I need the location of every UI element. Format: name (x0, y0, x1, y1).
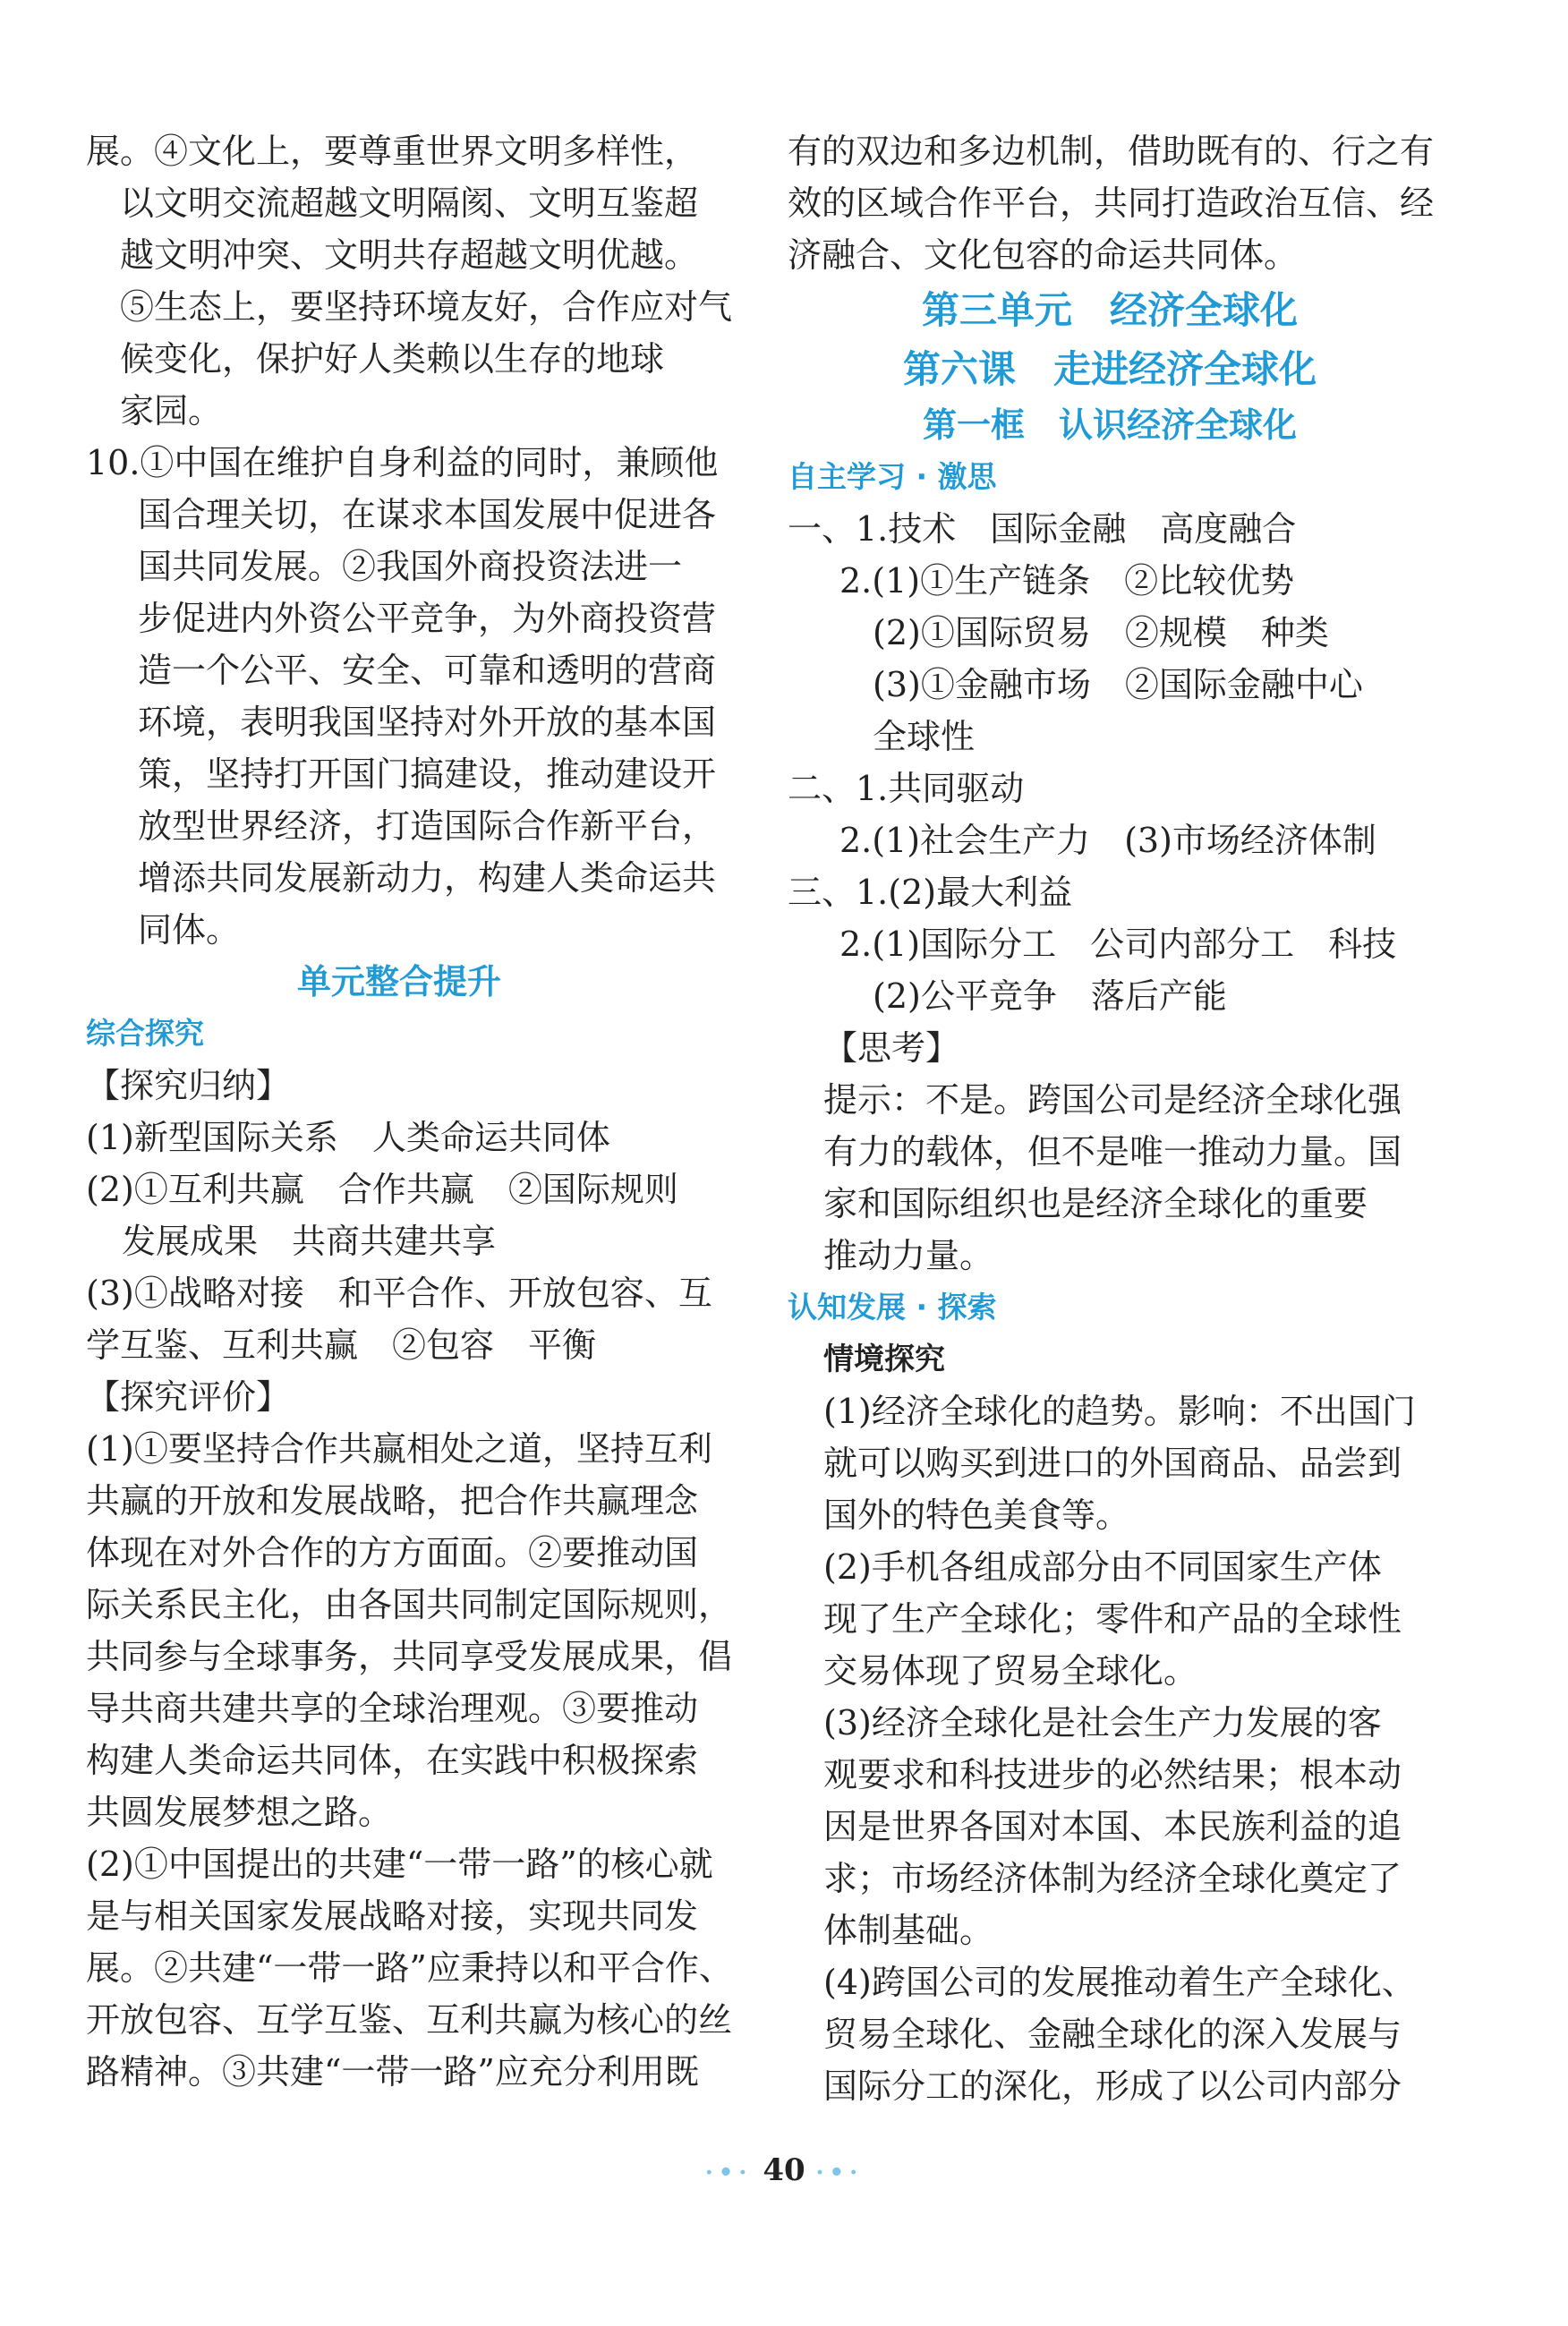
text-line: 导共商共建共享的全球治理观。③要推动 (86, 1689, 699, 1728)
answer-line: 2.(1)社会生产力 (3)市场经济体制 (839, 821, 1376, 860)
text-line: 造一个公平、安全、可靠和透明的营商 (138, 651, 717, 690)
text-line: 路精神。③共建“一带一路”应充分利用既 (86, 2052, 699, 2092)
text-line: 就可以购买到进口的外国商品、品尝到 (823, 1444, 1402, 1483)
answer-line: (3)①金融市场 ②国际金融中心 (873, 665, 1363, 704)
text-line: 贸易全球化、金融全球化的深入发展与 (823, 2015, 1402, 2054)
answer-line: 二、1.共同驱动 (788, 769, 1025, 808)
text-line: 国外的特色美食等。 (823, 1495, 1130, 1535)
answer-line: (2)①国际贸易 ②规模 种类 (873, 613, 1329, 652)
text-line: (3)①战略对接 和平合作、开放包容、互 (86, 1274, 712, 1313)
answer-line: 2.(1)国际分工 公司内部分工 科技 (839, 924, 1397, 964)
tag-think: 【思考】 (823, 1028, 960, 1068)
text-line: 同体。 (138, 910, 241, 950)
tag-inquiry-evaluation: 【探究评价】 (86, 1377, 291, 1417)
tag-inquiry-summary: 【探究归纳】 (86, 1066, 291, 1105)
text-line: 家和国际组织也是经济全球化的重要 (823, 1184, 1368, 1223)
text-line: 提示：不是。跨国公司是经济全球化强 (823, 1080, 1402, 1120)
text-line: 体现在对外合作的方方面面。②要推动国 (86, 1533, 699, 1572)
unit-review-title: 单元整合提升 (296, 962, 501, 1001)
left-column (86, 125, 733, 2098)
page-footer (0, 2152, 1568, 2188)
section-title-self-study: 自主学习 · 激思 (788, 459, 997, 494)
text-line: 发展成果 共商共建共享 (122, 1222, 497, 1261)
right-column (788, 125, 1435, 2112)
text-line: (1)经济全球化的趋势。影响：不出国门 (823, 1392, 1416, 1431)
text-line: 效的区域合作平台，共同打造政治互信、经 (788, 183, 1435, 223)
text-line: (2)手机各组成部分由不同国家生产体 (823, 1547, 1382, 1587)
answer-line: 全球性 (873, 717, 976, 756)
text-line: (4)跨国公司的发展推动着生产全球化、 (823, 1963, 1416, 2002)
text-line: 有的双边和多边机制，借助既有的、行之有 (788, 132, 1435, 171)
frame-title: 第一框 认识经济全球化 (922, 405, 1297, 445)
text-line: 国合理关切，在谋求本国发展中促进各 (138, 495, 717, 534)
text-line: 体制基础。 (823, 1911, 994, 1950)
text-line: 放型世界经济，打造国际合作新平台， (138, 806, 717, 846)
text-line: 以文明交流超越文明隔阂、文明互鉴超 (120, 183, 699, 223)
text-line: 济融合、文化包容的命运共同体。 (788, 235, 1299, 275)
text-line: 候变化，保护好人类赖以生存的地球 (120, 339, 665, 379)
decorative-dots-right: ·•· (815, 2160, 864, 2186)
text-line: 家园。 (120, 391, 223, 430)
lesson-title: 第六课 走进经济全球化 (902, 347, 1317, 391)
text-line: 展。②共建“一带一路”应秉持以和平合作、 (86, 1948, 733, 1988)
text-line: 现了生产全球化；零件和产品的全球性 (823, 1599, 1402, 1639)
text-line: (3)经济全球化是社会生产力发展的客 (823, 1703, 1382, 1742)
section-title-comprehensive-inquiry: 综合探究 (86, 1016, 204, 1051)
text-line: 越文明冲突、文明共存超越文明优越。 (120, 235, 699, 275)
text-line: 策，坚持打开国门搞建设，推动建设开 (138, 754, 717, 794)
answer-line: 三、1.(2)最大利益 (788, 873, 1073, 912)
text-line: 推动力量。 (823, 1236, 994, 1275)
text-line: 是与相关国家发展战略对接，实现共同发 (86, 1896, 699, 1936)
text-line: 因是世界各国对本国、本民族利益的追 (823, 1807, 1402, 1846)
text-line: 学互鉴、互利共赢 ②包容 平衡 (86, 1325, 597, 1365)
answer-line: (2)公平竞争 落后产能 (873, 976, 1227, 1016)
text-line: ⑤生态上，要坚持环境友好，合作应对气 (120, 287, 733, 327)
text-line: 国际分工的深化，形成了以公司内部分 (823, 2066, 1402, 2106)
answer-line: 一、1.技术 国际金融 高度融合 (788, 509, 1297, 549)
text-line: (2)①互利共赢 合作共赢 ②国际规则 (86, 1170, 678, 1209)
text-line: 增添共同发展新动力，构建人类命运共 (138, 858, 717, 898)
text-line: (2)①中国提出的共建“一带一路”的核心就 (86, 1845, 713, 1884)
decorative-dots-left: ·•· (704, 2160, 753, 2186)
text-line: 展。④文化上，要尊重世界文明多样性， (86, 132, 699, 171)
text-line: (1)①要坚持合作共赢相处之道，坚持互利 (86, 1429, 712, 1469)
text-line: 国共同发展。②我国外商投资法进一 (138, 547, 683, 586)
text-line: 共圆发展梦想之路。 (86, 1793, 393, 1832)
text-line: 求；市场经济体制为经济全球化奠定了 (823, 1859, 1402, 1898)
text-line: 开放包容、互学互鉴、互利共赢为核心的丝 (86, 2000, 733, 2040)
subsection-title-scenario-inquiry: 情境探究 (823, 1342, 945, 1377)
text-line: 观要求和科技进步的必然结果；根本动 (823, 1755, 1402, 1794)
text-line: 共赢的开放和发展战略，把合作共赢理念 (86, 1481, 699, 1521)
text-line: 步促进内外资公平竞争，为外商投资营 (138, 599, 717, 638)
page-number: 40 (763, 2152, 805, 2188)
text-line: 构建人类命运共同体，在实践中积极探索 (86, 1741, 699, 1780)
text-line: 际关系民主化，由各国共同制定国际规则， (86, 1585, 733, 1624)
unit-title: 第三单元 经济全球化 (921, 288, 1298, 332)
text-line: 环境，表明我国坚持对外开放的基本国 (138, 703, 717, 742)
text-line: 有力的载体，但不是唯一推动力量。国 (823, 1132, 1402, 1172)
question-10-first-line: 10.①中国在维护自身利益的同时，兼顾他 (86, 443, 719, 482)
text-line: 共同参与全球事务，共同享受发展成果，倡 (86, 1637, 733, 1676)
text-line: 交易体现了贸易全球化。 (823, 1651, 1198, 1691)
text-line: (1)新型国际关系 人类命运共同体 (86, 1118, 610, 1157)
section-title-cognitive-development: 认知发展 · 探索 (788, 1290, 997, 1325)
answer-line: 2.(1)①生产链条 ②比较优势 (839, 561, 1295, 601)
